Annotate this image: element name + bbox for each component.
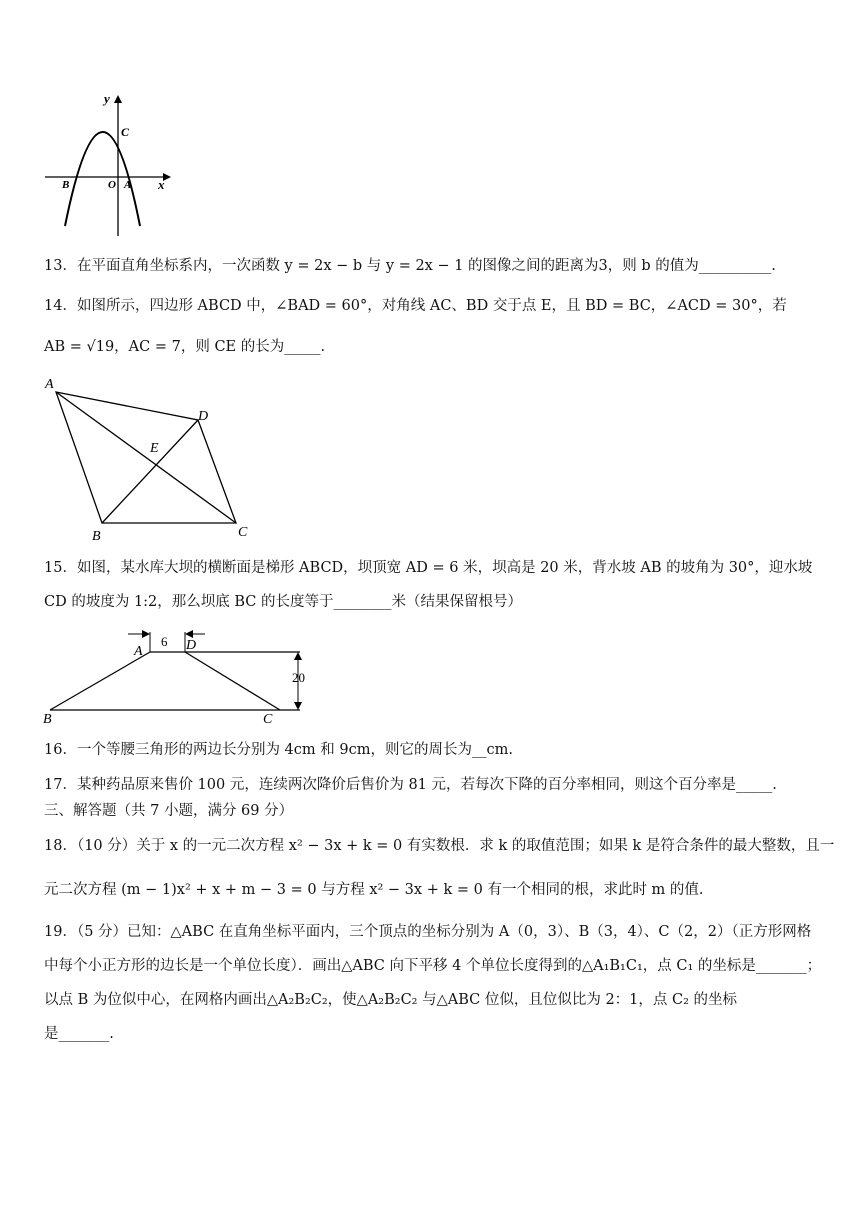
dam-trapezoid-figure bbox=[40, 622, 320, 732]
label-a: A bbox=[45, 377, 54, 392]
question-16: 16．一个等腰三角形的两边长分别为 4cm 和 9cm，则它的周长为__cm. bbox=[44, 742, 513, 758]
question-13: 13．在平面直角坐标系内，一次函数 y = 2x − b 与 y = 2x − 1 的图像之间的距离为3，则 b 的值为__________. bbox=[44, 258, 776, 274]
label-y: y bbox=[104, 91, 110, 106]
question-19-line3: 以点 B 为位似中心，在网格内画出△A₂B₂C₂，使△A₂B₂C₂ 与△ABC 位似，且位似比为 2：1，点 C₂ 的坐标 bbox=[44, 992, 738, 1008]
question-19-line4: 是_______. bbox=[44, 1026, 114, 1042]
label-c: C bbox=[263, 712, 273, 727]
label-width: 6 bbox=[161, 634, 168, 649]
question-15-line1: 15．如图，某水库大坝的横断面是梯形 ABCD，坝顶宽 AD = 6 米，坝高是 20 米，背水坡 AB 的坡角为 30°，迎水坡 bbox=[44, 560, 813, 576]
label-a: A bbox=[124, 179, 132, 191]
question-19-line2: 中每个小正方形的边长是一个单位长度）．画出△ABC 向下平移 4 个单位长度得到的△A₁B₁C₁，点 C₁ 的坐标是_______； bbox=[44, 958, 822, 974]
label-height: 20 bbox=[292, 670, 305, 685]
question-19-line1: 19．（5 分）已知：△ABC 在直角坐标平面内，三个顶点的坐标分别为 A（0，3）、B（3，4）、C（2，2）（正方形网格 bbox=[44, 924, 812, 940]
question-18-line2: 元二次方程 (m − 1)x² + x + m − 3 = 0 与方程 x² − 3x + k = 0 有一个相同的根，求此时 m 的值. bbox=[44, 882, 704, 898]
question-14-line1: 14．如图所示，四边形 ABCD 中，∠BAD = 60°，对角线 AC、BD 交于点 E，且 BD = BC，∠ACD = 30°，若 bbox=[44, 298, 787, 314]
question-17: 17．某种药品原来售价 100 元，连续两次降价后售价为 81 元，若每次下降的百分率相同，则这个百分率是_____. bbox=[44, 777, 777, 793]
label-b: B bbox=[62, 179, 70, 191]
parabola-figure bbox=[40, 88, 180, 238]
question-14-line2: AB = √19，AC = 7，则 CE 的长为_____. bbox=[44, 339, 326, 355]
label-c: C bbox=[121, 125, 130, 139]
label-e: E bbox=[150, 441, 159, 456]
label-c: C bbox=[238, 525, 248, 540]
quadrilateral-figure bbox=[40, 370, 260, 545]
label-d: D bbox=[186, 638, 197, 653]
label-x: x bbox=[158, 177, 165, 192]
label-o: O bbox=[108, 179, 116, 191]
question-18-line1: 18．（10 分）关于 x 的一元二次方程 x² − 3x + k = 0 有实数根．求 k 的取值范围；如果 k 是符合条件的最大整数，且一 bbox=[44, 838, 835, 854]
label-b: B bbox=[92, 529, 101, 544]
label-b: B bbox=[43, 712, 52, 727]
label-d: D bbox=[198, 409, 209, 424]
section-3-heading: 三、解答题（共 7 小题，满分 69 分） bbox=[44, 803, 294, 819]
question-15-line2: CD 的坡度为 1:2，那么坝底 BC 的长度等于________米（结果保留根号） bbox=[44, 594, 523, 610]
label-a: A bbox=[134, 644, 143, 659]
